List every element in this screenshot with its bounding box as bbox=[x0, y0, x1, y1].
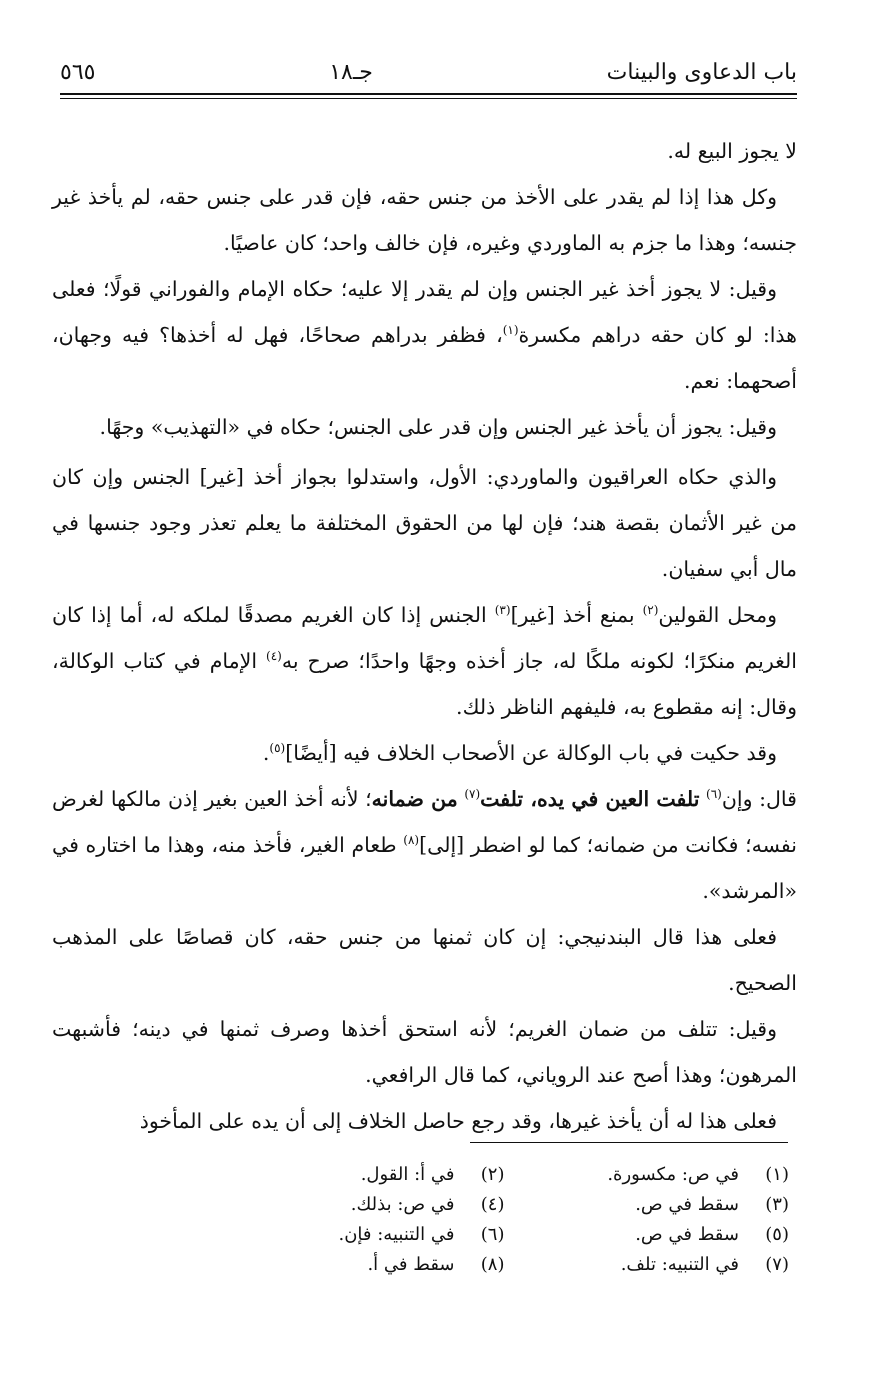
footnote-item: (١) في ص: مكسورة. bbox=[607, 1164, 789, 1185]
footnote-ref[interactable]: (١) bbox=[502, 323, 519, 337]
matn-text: من ضمانه bbox=[371, 787, 458, 811]
footnote-ref[interactable]: (٣) bbox=[494, 603, 511, 617]
chapter-title: باب الدعاوى والبينات bbox=[606, 59, 797, 85]
footnote-item: (٤) في ص: بذلك. bbox=[350, 1194, 505, 1215]
footnote-ref[interactable]: (٥) bbox=[269, 741, 286, 755]
paragraph: وقد حكيت في باب الوكالة عن الأصحاب الخلاف فيه [أيضًا]$^{(٥)}$. bbox=[262, 741, 777, 765]
paragraph: وقيل: يجوز أن يأخذ غير الجنس وإن قدر على الجنس؛ حكاه في «التهذيب» وجهًا. bbox=[99, 415, 777, 439]
paragraph: ومحل القولين$^{(٢)}$ بمنع أخذ [غير]$^{(٣)}$ الجنس إذا كان الغريم مصدقًا لملكه له، أما إذا كان الغريم منكرًا؛ لكونه ملكًا له، جاز أخذه وجهًا واحدًا؛ صرح به$^{(٤)}$ الإمام في كتاب الوكالة، وقال: إنه مقطوع به، فليفهم الناظر ذلك. bbox=[52, 603, 797, 719]
paragraph: فعلى هذا له أن يأخذ غيرها، وقد رجع حاصل الخلاف إلى أن يده على المأخوذ bbox=[139, 1109, 777, 1133]
footnote-item: (٧) في التنبيه: تلف. bbox=[620, 1254, 789, 1275]
footnotes bbox=[240, 1160, 789, 1280]
volume-label: جـ١٨ bbox=[329, 59, 373, 85]
matn-text: تلفت العين في يده، تلفت bbox=[480, 787, 700, 811]
page-number: ٥٦٥ bbox=[60, 59, 96, 85]
header-rule bbox=[60, 93, 797, 95]
footnote-ref[interactable]: (٨) bbox=[403, 833, 420, 847]
paragraph: وقيل: تتلف من ضمان الغريم؛ لأنه استحق أخذها وصرف ثمنها في دينه؛ فأشبهت المرهون؛ وهذا أصح عند الروياني، كما قال الرافعي. bbox=[52, 1017, 797, 1087]
footnote-ref[interactable]: (٤) bbox=[266, 649, 282, 663]
footnote-item: (٨) سقط في أ. bbox=[367, 1254, 505, 1275]
running-header bbox=[60, 52, 797, 92]
paragraph: وكل هذا إذا لم يقدر على الأخذ من جنس حقه، فإن قدر على جنس حقه، لم يأخذ غير جنسه؛ وهذا ما جزم به الماوردي وغيره، فإن خالف واحد؛ كان عاصيًا. bbox=[52, 185, 797, 255]
header-rule-thin bbox=[60, 98, 797, 99]
footnote-ref[interactable]: (٧) bbox=[464, 787, 481, 801]
footnote-item: (٣) سقط في ص. bbox=[635, 1194, 789, 1215]
footnote-item: (٥) سقط في ص. bbox=[635, 1224, 789, 1245]
footnote-ref[interactable]: (٢) bbox=[642, 603, 659, 617]
paragraph: لا يجوز البيع له. bbox=[667, 139, 797, 163]
footnote-separator bbox=[470, 1142, 788, 1143]
paragraph: والذي حكاه العراقيون والماوردي: الأول، واستدلوا بجواز أخذ [غير] الجنس وإن كان من غير الأثمان بقصة هند؛ فإن لها من الحقوق المختلفة ما يعلم تعذر وجود جنسها في مال أبي سفيان. bbox=[52, 465, 797, 581]
paragraph: قال: وإن$^{(٦)}$ تلفت العين في يده، تلفت$^{(٧)}$ من ضمانه؛ لأنه أخذ العين بغير إذن مالكها لغرض نفسه؛ فكانت من ضمانه؛ كما لو اضطر [إلى]$^{(٨)}$ طعام الغير، فأخذ منه، وهذا ما اختاره في «المرشد». bbox=[52, 787, 797, 903]
paragraph: فعلى هذا قال البندنيجي: إن كان ثمنها من جنس حقه، كان قصاصًا على المذهب الصحيح. bbox=[52, 925, 797, 995]
main-text bbox=[52, 128, 797, 1133]
paragraph: وقيل: لا يجوز أخذ غير الجنس وإن لم يقدر إلا عليه؛ حكاه الإمام والفوراني قولًا؛ فعلى هذا: لو كان حقه دراهم مكسرة$^{(١)}$، فظفر بدراهم صحاحًا، فهل له أخذها؟ فيه وجهان، أصحهما: نعم. bbox=[52, 277, 797, 393]
footnote-item: (٦) في التنبيه: فإن. bbox=[338, 1224, 505, 1245]
footnote-ref[interactable]: (٦) bbox=[706, 787, 722, 801]
footnote-item: (٢) في أ: القول. bbox=[360, 1164, 505, 1185]
